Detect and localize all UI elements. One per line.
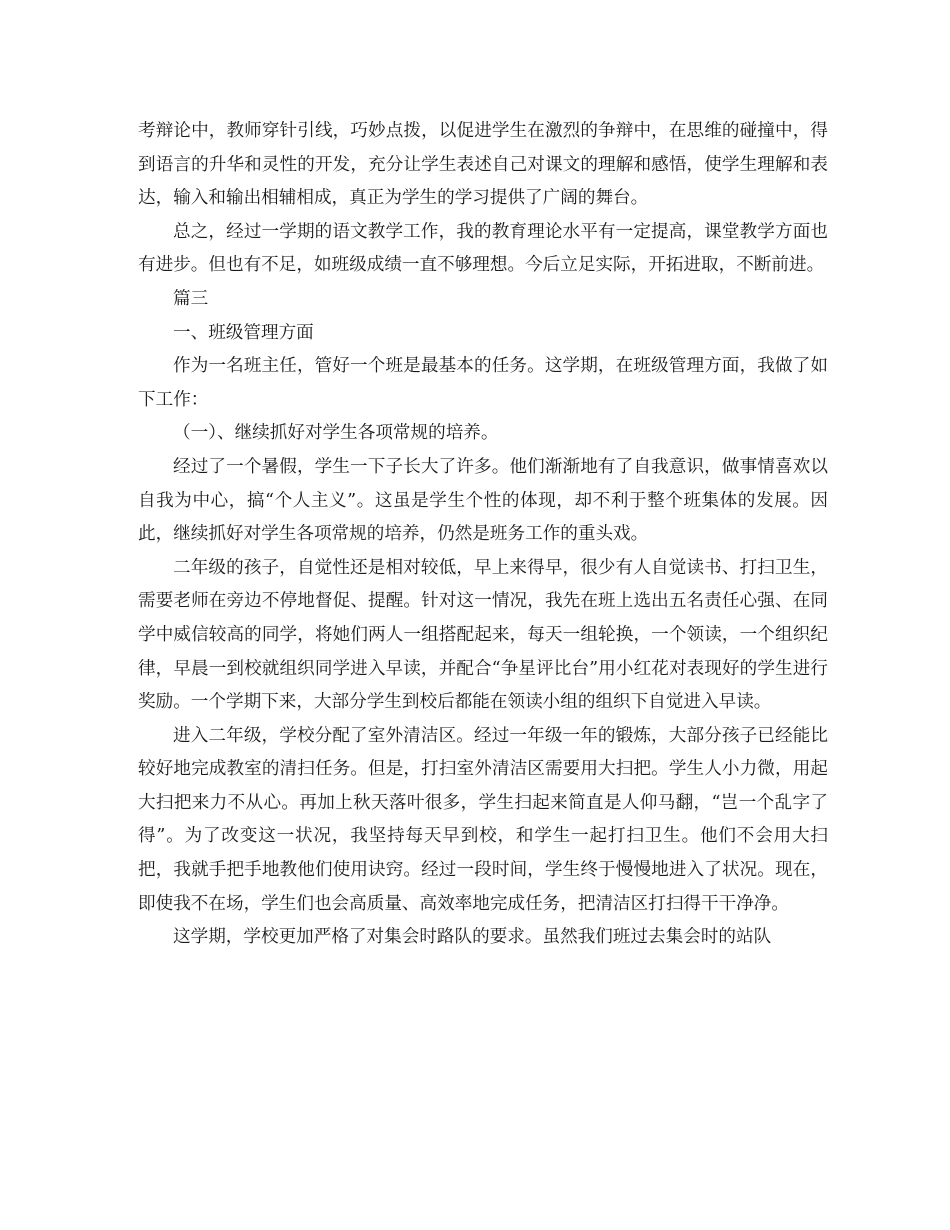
paragraph-assembly-lineup: 这学期，学校更加严格了对集会时路队的要求。虽然我们班过去集会时的站队 — [173, 927, 772, 948]
paragraph-after-summer: 经过了一个暑假，学生一下子长大了许多。他们渐渐地有了自我意识，做事情喜欢以自我为中心，搞“个人主义”。这虽是学生个性的体现，却不利于整个班集体的发展。因此，继续抓好对学生各项常规的培养，仍然是班务工作的重头戏。 — [138, 456, 828, 545]
paragraph-debate-continuation: 考辩论中，教师穿针引线，巧妙点拨，以促进学生在激烈的争辩中，在思维的碰撞中，得到语言的升华和灵性的开发，充分让学生表述自己对课文的理解和感悟，使学生理解和表达，输入和输出相辅相成，真正为学生的学习提供了广阔的舞台。 — [138, 121, 828, 209]
section-heading-part-three: 篇三 — [173, 288, 209, 309]
paragraph-summary: 总之，经过一学期的语文教学工作，我的教育理论水平有一定提高，课堂教学方面也有进步。但也有不足，如班级成绩一直不够理想。今后立足实际，开拓进取，不断前进。 — [138, 221, 828, 276]
paragraph-outdoor-cleaning: 进入二年级，学校分配了室外清洁区。经过一年级一年的锻炼，大部分孩子已经能比较好地完成教室的清扫任务。但是，打扫室外清洁区需要用大扫把。学生人小力微，用起大扫把来力不从心。再加上秋天落叶很多，学生扫起来简直是人仰马翻，“岂一个乱字了得”。为了改变这一状况，我坚持每天早到校，和学生一起打扫卫生。他们不会用大扫把，我就手把手地教他们使用诀窍。经过一段时间，学生终于慢慢地进入了状况。现在，即使我不在场，学生们也会高质量、高效率地完成任务，把清洁区打扫得干干净净。 — [138, 725, 828, 914]
paragraph-morning-reading: 二年级的孩子，自觉性还是相对较低，早上来得早，很少有人自觉读书、打扫卫生，需要老师在旁边不停地督促、提醒。针对这一情况，我先在班上选出五名责任心强、在同学中威信较高的同学，将她们两人一组搭配起来，每天一组轮换，一个领读，一个组织纪律，早晨一到校就组织同学进入早读，并配合“争星评比台”用小红花对表现好的学生进行奖励。一个学期下来，大部分学生到校后都能在领读小组的组织下自觉进入早读。 — [138, 557, 828, 713]
document-body — [138, 115, 828, 955]
section-heading-class-management: 一、班级管理方面 — [173, 322, 314, 343]
subheading-routine-training: （一）、继续抓好对学生各项常规的培养。 — [173, 423, 499, 444]
paragraph-head-teacher-duties: 作为一名班主任，管好一个班是最基本的任务。这学期，在班级管理方面，我做了如下工作： — [138, 356, 828, 410]
